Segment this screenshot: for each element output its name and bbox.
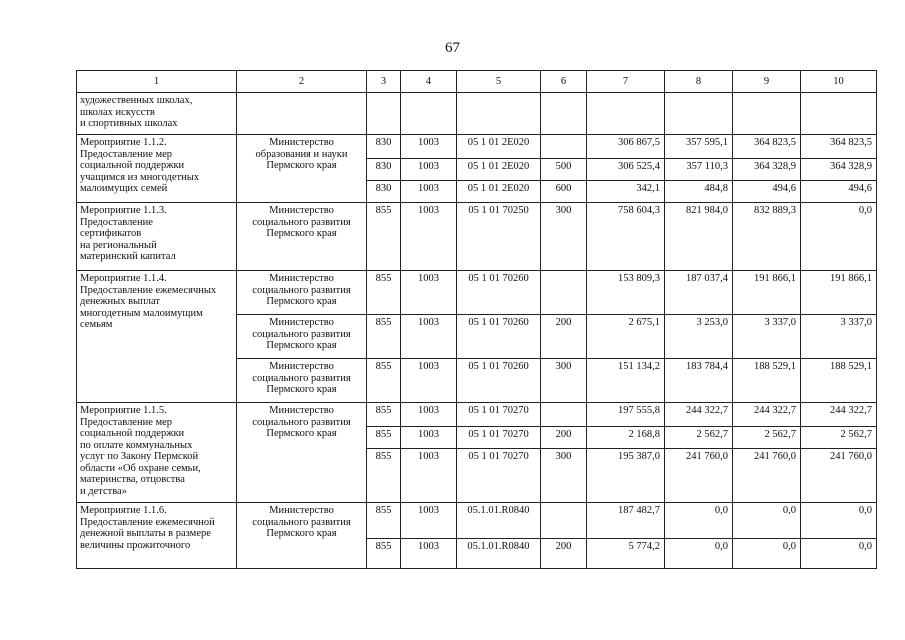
amount-col8-cell: 0,0 [665,503,733,539]
table-body [77,93,877,569]
target-article-cell: 05 1 01 2E020 [457,181,541,203]
header-col-4: 4 [401,71,457,93]
amount-col8-cell: 484,8 [665,181,733,203]
activity-name-cell: Мероприятие 1.1.6. Предоставление ежемесячной денежной выплаты в размере величины прожиточного [77,503,237,569]
code-cell: 855 [367,315,401,359]
amount-col7-cell: 187 482,7 [587,503,665,539]
target-article-cell: 05 1 01 70260 [457,359,541,403]
table-row [77,271,877,315]
amount-col9-cell [733,93,801,135]
amount-col8-cell: 2 562,7 [665,427,733,449]
header-col-10: 10 [801,71,877,93]
amount-col10-cell: 494,6 [801,181,877,203]
expense-type-cell: 200 [541,315,587,359]
section-cell: 1003 [401,203,457,271]
expense-type-cell: 200 [541,539,587,569]
amount-col8-cell: 821 984,0 [665,203,733,271]
activity-name-cell: Мероприятие 1.1.5. Предоставление мер социальной поддержки по оплате коммунальных услуг по Закону Пермской области «Об охране семьи, материнства, отцовства и детства» [77,403,237,503]
code-cell: 855 [367,449,401,503]
code-cell: 855 [367,427,401,449]
target-article-cell: 05 1 01 70260 [457,315,541,359]
section-cell: 1003 [401,539,457,569]
amount-col10-cell [801,93,877,135]
expense-type-cell [541,403,587,427]
amount-col7-cell: 758 604,3 [587,203,665,271]
target-article-cell: 05 1 01 70270 [457,427,541,449]
activity-name-cell: Мероприятие 1.1.3. Предоставление сертификатов на региональный материнский капитал [77,203,237,271]
header-col-3: 3 [367,71,401,93]
expense-type-cell: 300 [541,449,587,503]
amount-col8-cell: 0,0 [665,539,733,569]
expense-type-cell: 300 [541,203,587,271]
section-cell: 1003 [401,427,457,449]
expense-type-cell [541,135,587,159]
header-col-8: 8 [665,71,733,93]
code-cell: 855 [367,271,401,315]
amount-col8-cell: 241 760,0 [665,449,733,503]
department-cell: Министерство социального развития Пермского края [237,271,367,315]
amount-col9-cell: 2 562,7 [733,427,801,449]
header-col-5: 5 [457,71,541,93]
department-cell: Министерство социального развития Пермского края [237,503,367,569]
target-article-cell: 05 1 01 2E020 [457,159,541,181]
amount-col7-cell: 306 867,5 [587,135,665,159]
amount-col9-cell: 191 866,1 [733,271,801,315]
amount-col7-cell: 153 809,3 [587,271,665,315]
activity-name-cell: Мероприятие 1.1.4. Предоставление ежемесячных денежных выплат многодетным малоимущим семьям [77,271,237,403]
code-cell: 855 [367,539,401,569]
activity-name-cell: Мероприятие 1.1.2. Предоставление мер социальной поддержки учащимся из многодетных малоимущих семей [77,135,237,203]
code-cell: 830 [367,135,401,159]
amount-col9-cell: 0,0 [733,539,801,569]
department-cell [237,93,367,135]
amount-col9-cell: 364 823,5 [733,135,801,159]
target-article-cell: 05 1 01 70250 [457,203,541,271]
amount-col9-cell: 3 337,0 [733,315,801,359]
department-cell: Министерство социального развития Пермского края [237,359,367,403]
target-article-cell: 05 1 01 2E020 [457,135,541,159]
page-number: 67 [445,40,460,56]
expense-type-cell: 300 [541,359,587,403]
amount-col10-cell: 2 562,7 [801,427,877,449]
header-col-6: 6 [541,71,587,93]
table-row [77,93,877,135]
amount-col10-cell: 0,0 [801,503,877,539]
table-row [77,503,877,539]
amount-col7-cell: 2 168,8 [587,427,665,449]
amount-col9-cell: 832 889,3 [733,203,801,271]
amount-col8-cell: 3 253,0 [665,315,733,359]
section-cell [401,93,457,135]
table-row [77,403,877,427]
expense-type-cell: 600 [541,181,587,203]
amount-col7-cell: 5 774,2 [587,539,665,569]
department-cell: Министерство социального развития Пермского края [237,315,367,359]
target-article-cell: 05 1 01 70260 [457,271,541,315]
amount-col10-cell: 241 760,0 [801,449,877,503]
amount-col8-cell [665,93,733,135]
amount-col7-cell: 306 525,4 [587,159,665,181]
amount-col9-cell: 188 529,1 [733,359,801,403]
code-cell: 855 [367,203,401,271]
amount-col10-cell: 244 322,7 [801,403,877,427]
section-cell: 1003 [401,181,457,203]
target-article-cell: 05.1.01.R0840 [457,539,541,569]
header-col-1: 1 [77,71,237,93]
amount-col8-cell: 183 784,4 [665,359,733,403]
section-cell: 1003 [401,403,457,427]
amount-col10-cell: 364 328,9 [801,159,877,181]
header-col-7: 7 [587,71,665,93]
budget-table [76,70,877,569]
amount-col9-cell: 364 328,9 [733,159,801,181]
amount-col8-cell: 244 322,7 [665,403,733,427]
amount-col10-cell: 191 866,1 [801,271,877,315]
code-cell: 830 [367,159,401,181]
expense-type-cell [541,503,587,539]
section-cell: 1003 [401,449,457,503]
header-col-2: 2 [237,71,367,93]
amount-col8-cell: 357 110,3 [665,159,733,181]
amount-col9-cell: 241 760,0 [733,449,801,503]
expense-type-cell [541,271,587,315]
department-cell: Министерство социального развития Пермского края [237,203,367,271]
amount-col7-cell: 342,1 [587,181,665,203]
expense-type-cell [541,93,587,135]
code-cell: 855 [367,359,401,403]
header-col-9: 9 [733,71,801,93]
section-cell: 1003 [401,135,457,159]
target-article-cell: 05.1.01.R0840 [457,503,541,539]
code-cell: 830 [367,181,401,203]
amount-col8-cell: 187 037,4 [665,271,733,315]
amount-col7-cell: 2 675,1 [587,315,665,359]
section-cell: 1003 [401,271,457,315]
table-row [77,135,877,159]
target-article-cell [457,93,541,135]
amount-col9-cell: 494,6 [733,181,801,203]
amount-col10-cell: 364 823,5 [801,135,877,159]
section-cell: 1003 [401,503,457,539]
amount-col7-cell [587,93,665,135]
department-cell: Министерство образования и науки Пермского края [237,135,367,203]
amount-col10-cell: 0,0 [801,539,877,569]
amount-col7-cell: 197 555,8 [587,403,665,427]
amount-col10-cell: 188 529,1 [801,359,877,403]
activity-name-cell: художественных школах, школах искусств и спортивных школах [77,93,237,135]
table-row [77,203,877,271]
expense-type-cell: 200 [541,427,587,449]
section-cell: 1003 [401,315,457,359]
code-cell [367,93,401,135]
amount-col8-cell: 357 595,1 [665,135,733,159]
amount-col7-cell: 151 134,2 [587,359,665,403]
expense-type-cell: 500 [541,159,587,181]
section-cell: 1003 [401,359,457,403]
target-article-cell: 05 1 01 70270 [457,403,541,427]
amount-col9-cell: 0,0 [733,503,801,539]
amount-col10-cell: 3 337,0 [801,315,877,359]
code-cell: 855 [367,403,401,427]
code-cell: 855 [367,503,401,539]
amount-col9-cell: 244 322,7 [733,403,801,427]
section-cell: 1003 [401,159,457,181]
amount-col10-cell: 0,0 [801,203,877,271]
header-row [77,71,877,93]
department-cell: Министерство социального развития Пермского края [237,403,367,503]
amount-col7-cell: 195 387,0 [587,449,665,503]
target-article-cell: 05 1 01 70270 [457,449,541,503]
